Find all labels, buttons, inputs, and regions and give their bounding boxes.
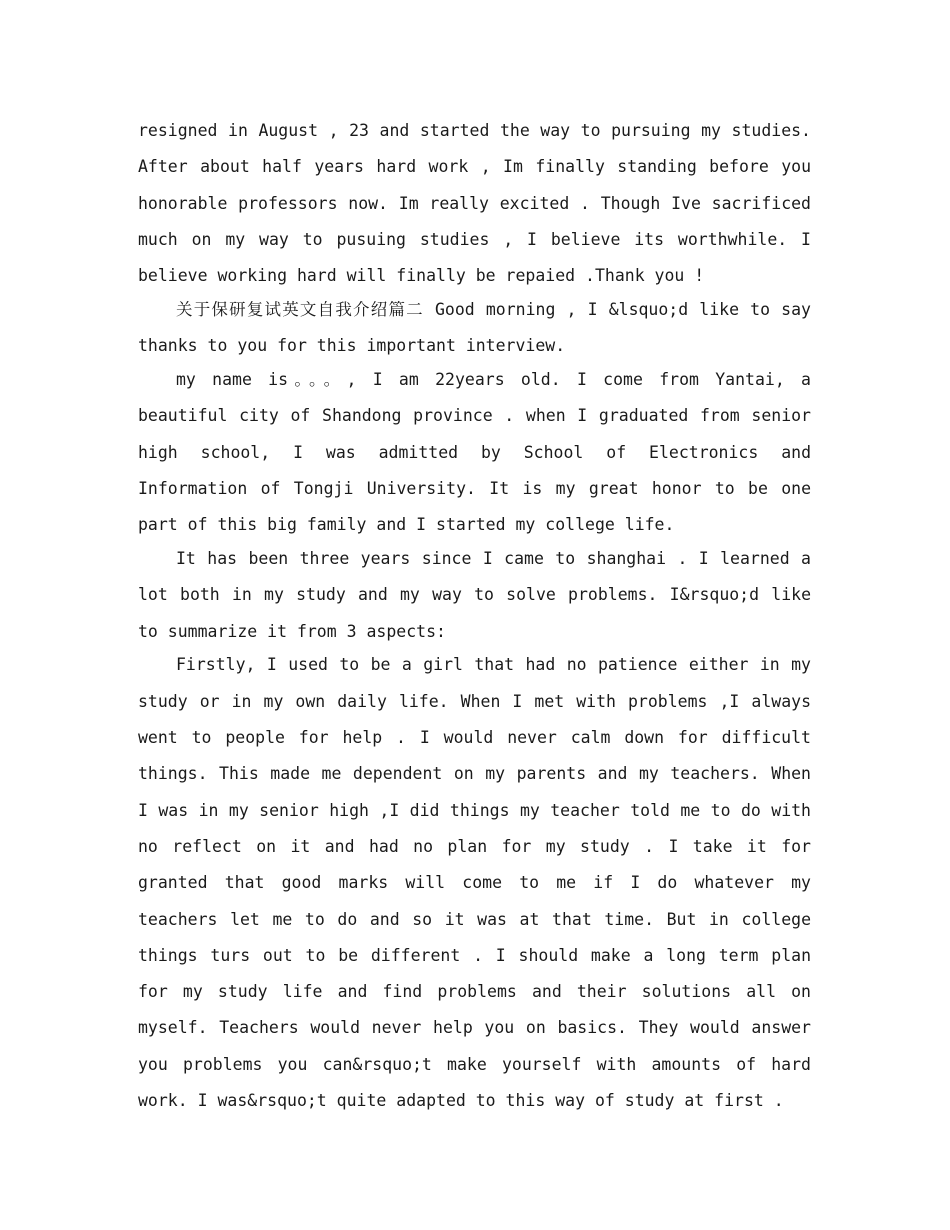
paragraph-continued-ending: resigned in August , 23 and started the way to pursuing my studies. After about half years hard work , Im finally standing before you honorable professors now. Im really excited . Though Ive sacrificed much on my way to pusuing studies , I believe its worthwhile. I believe working hard will finally be repaied .Thank you ! xyxy=(138,121,811,286)
paragraph-introduction: my name is。。。, I am 22years old. I come from Yantai, a beautiful city of Shandong province . when I graduated from senior high school, I was admitted by School of Electronics and Information of Tongji University. It is my great honor to be one part of this big family and I started my college life. xyxy=(138,370,811,535)
paragraph-three-years: It has been three years since I came to shanghai . I learned a lot both in my study and my way to solve problems. I&rsquo;d like to summarize it from 3 aspects: xyxy=(138,549,811,641)
paragraph-firstly: Firstly, I used to be a girl that had no patience either in my study or in my own daily life. When I met with problems ,I always went to people for help . I would never calm down for difficult things. This made me dependent on my parents and my teachers. When I was in my senior high ,I did things my teacher told me to do with no reflect on it and had no plan for my study . I take it for granted that good marks will come to me if I do whatever my teachers let me to do and so it was at that time. But in college things turs out to be different . I should make a long term plan for my study life and find problems and their solutions all on myself. Teachers would never help you on basics. They would answer you problems you can&rsquo;t make yourself with amounts of hard work. I was&rsquo;t quite adapted to this way of study at first . xyxy=(138,655,811,1111)
paragraph-section-heading: 关于保研复试英文自我介绍篇二 Good morning , I &lsquo;d like to say thanks to you for this important interview. xyxy=(138,299,811,356)
document-body xyxy=(138,113,811,1119)
